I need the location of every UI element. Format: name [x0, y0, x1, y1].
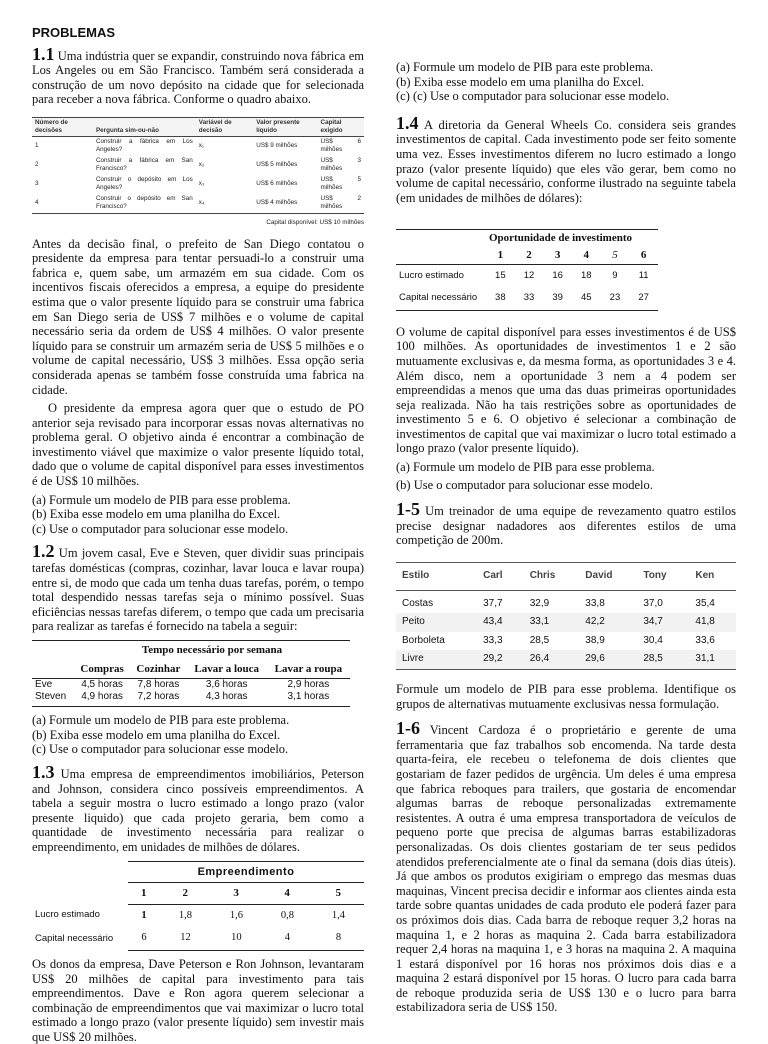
- table-header: Pergunta sim-ou-não: [93, 117, 196, 136]
- investments-table: [396, 229, 658, 310]
- table-cell: 11: [638, 269, 649, 281]
- table-row: [396, 590, 736, 613]
- table-cell: 27: [629, 287, 658, 310]
- table-cell: Capital necessário: [35, 932, 114, 944]
- swimmers-table: [396, 562, 736, 670]
- table-header: David: [579, 563, 637, 591]
- table-cell: 30,4: [643, 634, 663, 646]
- table-cell: 33,8: [585, 597, 605, 609]
- table-cell: US$ 4 milhões: [253, 194, 317, 214]
- problem-number: 1.4: [396, 112, 419, 133]
- table-cell: 42,2: [579, 613, 637, 632]
- list-item: (b) Exiba esse modelo em uma planilha do Excel.: [396, 74, 645, 89]
- problem-1-3-para2: Os donos da empresa, Dave Peterson e Ron Johnson, levantaram US$ 20 milhões de capital para investimento para tais empreendimentos. Dave e Ron agora querem selecionar a combinação de empreendimentos que vai maximizar o lucro total estimado a longo prazo (valor presente líquido) sem investir mais que US$ 20 milhões.: [32, 956, 364, 1044]
- table-cell: 33,3: [483, 634, 503, 646]
- table-cell: 38,9: [585, 634, 605, 646]
- table-row: [32, 175, 364, 194]
- table-cell: 6: [128, 927, 160, 950]
- table-cell: 4: [262, 927, 313, 950]
- table-cell: Eve: [35, 679, 53, 691]
- table-cell: Construir a fábrica em San Francisco?: [95, 157, 193, 173]
- table-header: Carl: [477, 563, 524, 591]
- table-cell: 1: [35, 142, 39, 150]
- table-row: [396, 650, 736, 669]
- table-row: [32, 194, 364, 214]
- table-cell: Livre: [396, 650, 477, 669]
- problem-text: A diretoria da General Wheels Co. considera seis grandes investimentos de capital. Cada investimento pode ser feito somente uma vez. Esses investimentos diferem no lucro estimado a longo prazo (valor presente líquido) que eles vão gerar, bem como no volume de capital necessário, conforme ilustrado na seguinte tabela (em unidades de milhões de dólares):: [396, 117, 736, 205]
- table-header: 2: [515, 247, 544, 264]
- problem-number: 1-6: [396, 718, 420, 739]
- problem-1-5: [396, 499, 736, 548]
- table-cell: 1,6: [229, 909, 243, 921]
- table-header: Ken: [689, 563, 736, 591]
- table-header: Variável de decisão: [196, 117, 254, 136]
- problem-number: 1.1: [32, 43, 55, 64]
- table-cell: Borboleta: [402, 634, 445, 646]
- table-cell: 29,2: [477, 650, 524, 669]
- table-cell: 3,1 horas: [267, 691, 350, 707]
- table-cell: 16: [552, 269, 563, 281]
- table-cell: 2: [35, 161, 39, 169]
- table-header: 5: [313, 883, 364, 905]
- problem-1-4-para2: O volume de capital disponível para esses investimentos é de US$ 100 milhões. As oportunidades de investimentos 1 e 2 são mutuamente exclusivas e, da mesma forma, as oportunidades 3 e 4. Além disco, nem a oportunidade 3 nem a 4 podem ser empreendidas a menos que uma das duas primeiras oportunidades seja realizada. Não ha tais restrições sobre as oportunidades de investimento 5 e 6. O objetivo é selecionar a combinação de investimentos de capital que vai maximizar o lucro total estimado a longo prazo (valor presente líquido).: [396, 324, 736, 456]
- chores-table: [32, 640, 350, 707]
- table-row: [396, 613, 736, 632]
- table-cell: Construir o depósito em Los Angeles?: [95, 176, 193, 192]
- table-cell: 3,6 horas: [205, 679, 248, 691]
- table-cell: 45: [572, 287, 601, 310]
- table-row: [32, 927, 364, 950]
- table-cell: 43,4: [477, 613, 524, 632]
- table-cell: 41,8: [689, 613, 736, 632]
- table-cell: US$ 5 milhões: [320, 176, 361, 192]
- table-cell: 1: [141, 909, 147, 921]
- table-cell: US$ 2 milhões: [318, 194, 364, 214]
- problem-1-2: [32, 541, 365, 634]
- table-cell: 1,4: [331, 909, 345, 921]
- problem-1-5-para2: Formule um modelo de PIB para esse problema. Identifique os grupos de alternativas mutuamente exclusivas nessa formulação.: [396, 682, 736, 711]
- list-item: (a) Formule um modelo de PIB para este problema.: [32, 713, 290, 728]
- table-header: Valor presente líquido: [253, 117, 317, 136]
- table-cell: 35,4: [695, 597, 715, 609]
- table-header: Lavar a roupa: [267, 660, 350, 679]
- list-item: (b) Exiba esse modelo em uma planilha do Excel.: [32, 727, 281, 742]
- problem-1-4: [396, 112, 736, 206]
- page-heading: PROBLEMAS: [32, 25, 116, 40]
- table-title: Tempo necessário por semana: [74, 641, 350, 660]
- table-header: Chris: [524, 563, 580, 591]
- table-cell: 12: [523, 269, 535, 281]
- table-cell: 39: [543, 287, 572, 310]
- table-header: 3: [211, 883, 262, 905]
- projects-table: [32, 861, 364, 951]
- table-cell: 18: [581, 269, 592, 281]
- table-cell: 7,2 horas: [130, 691, 187, 707]
- table-cell: 8: [313, 927, 364, 950]
- table-header: 6: [629, 247, 658, 264]
- right-column: [396, 26, 736, 1015]
- table-row: [396, 264, 658, 287]
- list-item: (c) Use o computador para solucionar esse modelo.: [32, 742, 289, 757]
- table-header: 3: [543, 247, 572, 264]
- table-cell: 37,7: [483, 597, 503, 609]
- table-cell: 23: [601, 287, 630, 310]
- problem-1-1-para2: Antes da decisão final, o prefeito de San Diego contatou o presidente da empresa para tentar persuadi-lo a construir uma fabrica e, quem sabe, um armazém em sua cidade. Com os incentivos fiscais oferecidos a empresa, a equipe do presidente estima que o valor presente líquido para se construir uma fabrica em San Diego seria de US$ 7 milhões e o volume de capital necessário seria da ordem de US$ 4 milhões. O valor presente líquido para se construir um armazém seria de US$ 5 milhões e o volume de capital necessário, US$ 3 milhões. Essa opção seria considerada apenas se também fosse construída uma fabrica na cidade.: [32, 236, 364, 397]
- table-title: Empreendimento: [128, 861, 364, 883]
- problem-number: 1.2: [32, 541, 55, 562]
- table-title: Oportunidade de investimento: [486, 230, 658, 247]
- table-cell: 0,8: [280, 909, 294, 921]
- table-cell: Construir a fábrica em Los Angeles?: [95, 138, 193, 154]
- table-cell: 4: [32, 194, 93, 214]
- table-cell: US$ 5 milhões: [256, 161, 298, 169]
- table-cell: 10: [211, 927, 262, 950]
- problem-text: Vincent Cardoza é o proprietário e gerente de uma ferramentaria que faz trabalhos sob encomenda. Na tarde desta quarta-feira, ele recebeu o telefonema de dois clientes que gostariam de fazer pedidos de urgência. Um deles é uma empresa que fabrica reboques para trailers, que gostaria de encomendar algumas barras de reboque personalizadas extremamente resistentes. A outra é uma empresa transportadora de veículos de pequeno porte que precisa de algumas barras estabilizadoras personalizadas. Os dois clientes gostariam de ter seus pedidos atendidos preferencialmente ate o final da semana (dois dias úteis). Já que ambos os produtos exigiriam o emprego das mesmas duas maquinas, Vincent precisa decidir e informar aos clientes ainda esta tarde sobre quantas unidades de cada produto ele poderá fazer para os próximos dois dias. Cada barra de reboque requer 3,2 horas na maquina 1, e 2 horas as maquina 2. Cada barra estabilizadora requer 2,4 horas na maquina 1, e 3 horas na maquina 2. A maquina 1 estará disponível por 16 horas nos próximos dois dias e a maquina 2 estará disponível por 15 horas. O lucro para cada barra de reboque produzida seria de US$ 130 e o lucro para barra estabilizadora seria de US$ 150.: [396, 723, 736, 1015]
- table-cell: Lucro estimado: [399, 269, 464, 281]
- table-cell: 33,6: [695, 634, 715, 646]
- table-header: Capital exigido: [318, 117, 364, 136]
- table-cell: 26,4: [524, 650, 580, 669]
- table-cell: 15: [495, 269, 506, 281]
- table-cell: 33,1: [524, 613, 580, 632]
- table-header-row: [32, 117, 364, 136]
- list-item: (b) Exiba esse modelo em uma planilha do Excel.: [32, 507, 281, 522]
- table-cell: 2,9 horas: [287, 679, 330, 691]
- table-header: Lavar a louca: [187, 660, 267, 679]
- problem-1-3-items: [396, 60, 736, 104]
- list-item: (c) Use o computador para solucionar esse modelo.: [32, 521, 289, 536]
- list-item: (a) Formule um modelo de PIB para esse problema.: [32, 492, 291, 507]
- table-cell: 9: [612, 269, 618, 281]
- table-cell: 4,9 horas: [74, 691, 130, 707]
- table-cell: 31,1: [689, 650, 736, 669]
- table-header: Cozinhar: [130, 660, 187, 679]
- list-item: (c) (c) Use o computador para solucionar esse modelo.: [396, 89, 670, 104]
- problem-1-1-intro: [32, 43, 364, 107]
- decision-table: [32, 117, 364, 214]
- problem-text: Uma empresa de empreendimentos imobiliários, Peterson and Johnson, considera cinco possíveis empreendimentos. A tabela a seguir mostra o lucro estimado a longo prazo (valor presente liquido) que cada projeto geraria, bem como a quantidade de investimento necessária para realizar o empreendimento, em unidades de milhões de dólares.: [32, 766, 365, 854]
- table-header: Número de decisões: [32, 117, 93, 136]
- table-cell: 32,9: [529, 597, 550, 609]
- problem-1-1-items: [32, 493, 364, 537]
- problem-1-6: [396, 718, 736, 1015]
- table-header: 4: [262, 883, 313, 905]
- table-row: [32, 679, 350, 692]
- table-cell: x₁: [198, 142, 205, 150]
- table-cell: Costas: [402, 597, 434, 609]
- problem-text: Um treinador de uma equipe de revezamento quatro estilos precise designar nadadores aos diferentes estilos de uma competição de 200m.: [396, 504, 736, 548]
- table-row: [396, 287, 658, 310]
- table-cell: US$ 9 milhões: [256, 142, 298, 150]
- table-cell: x₄: [196, 194, 254, 214]
- problem-number: 1.3: [32, 761, 55, 782]
- table-cell: x₂: [198, 161, 205, 169]
- list-item: (b) Use o computador para solucionar esse modelo.: [396, 477, 653, 492]
- problem-1-1-para3: O presidente da empresa agora quer que o estudo de PO anterior seja revisado para incorporar essas novas alternativas no problema geral. O objetivo ainda é encontrar a combinação de investimento viável que maximize o valor presente líquido total, dado que o volume de capital disponível para esses investimentos é de US$ 10 milhões.: [32, 401, 364, 489]
- table-cell: 12: [160, 927, 211, 950]
- table-cell: 28,5: [637, 650, 689, 669]
- problem-text: Um jovem casal, Eve e Steven, quer dividir suas principais tarefas domésticas (compras, cozinhar, lavar louca e lavar roupa) entre si, de modo que cada um tenha duas tarefas, porém, o tempo total despendido nessas tarefas seja o mínimo possível. Suas eficiências nessas tarefas diferem, o tempo que cada um precisaria para realizar as tarefas é fornecido na tabela a seguir:: [32, 546, 365, 634]
- table-header: 1: [128, 883, 160, 905]
- left-column: [32, 26, 364, 1044]
- table-cell: 29,6: [579, 650, 637, 669]
- table-row: [32, 136, 364, 156]
- table-header: Tony: [637, 563, 689, 591]
- table-cell: 3: [35, 180, 39, 188]
- table-note: Capital disponível: US$ 10 milhões: [266, 218, 364, 226]
- table-header: 2: [160, 883, 211, 905]
- table-header: 1: [486, 247, 515, 264]
- problem-1-3: [32, 761, 365, 855]
- table-cell: 37,0: [643, 597, 663, 609]
- table-cell: Steven: [32, 691, 74, 707]
- table-cell: Capital necessário: [396, 287, 486, 310]
- table-cell: x₃: [198, 180, 205, 188]
- table-cell: 7,8 horas: [137, 679, 180, 691]
- table-cell: 28,5: [529, 634, 550, 646]
- table-cell: 4,3 horas: [187, 691, 267, 707]
- list-item: (a) Formule um modelo de PIB para esse problema.: [396, 460, 655, 475]
- table-cell: Peito: [396, 613, 477, 632]
- table-header: 5: [601, 247, 630, 264]
- problem-1-2-items: [32, 713, 364, 757]
- table-cell: 1,8: [178, 909, 193, 921]
- table-cell: 34,7: [637, 613, 689, 632]
- problem-number: 1-5: [396, 499, 420, 520]
- table-row: [396, 632, 736, 651]
- table-cell: 33: [515, 287, 544, 310]
- table-cell: Lucro estimado: [35, 909, 100, 921]
- table-cell: US$ 6 milhões: [320, 138, 361, 154]
- table-row: [32, 904, 364, 927]
- table-header: Estilo: [396, 563, 477, 591]
- problem-1-4-items: [396, 460, 736, 492]
- table-cell: 4,5 horas: [81, 679, 123, 691]
- table-header: 4: [572, 247, 601, 264]
- table-header: Compras: [74, 660, 130, 679]
- table-row: [32, 156, 364, 175]
- table-cell: US$ 3 milhões: [320, 157, 361, 173]
- table-cell: 38: [486, 287, 515, 310]
- table-row: [32, 691, 350, 707]
- list-item: (a) Formule um modelo de PIB para este problema.: [396, 60, 654, 74]
- table-cell: US$ 6 milhões: [256, 180, 298, 188]
- table-cell: Construir o depósito em San Francisco?: [93, 194, 196, 214]
- table-header-row: [396, 563, 736, 591]
- problem-text: Uma indústria quer se expandir, construindo nova fábrica em Los Angeles ou em São Francisco. Também será considerada a construção de um novo depósito na cidade que for selecionada para receber a nova fábrica. Conforme o quadro abaixo.: [32, 48, 364, 107]
